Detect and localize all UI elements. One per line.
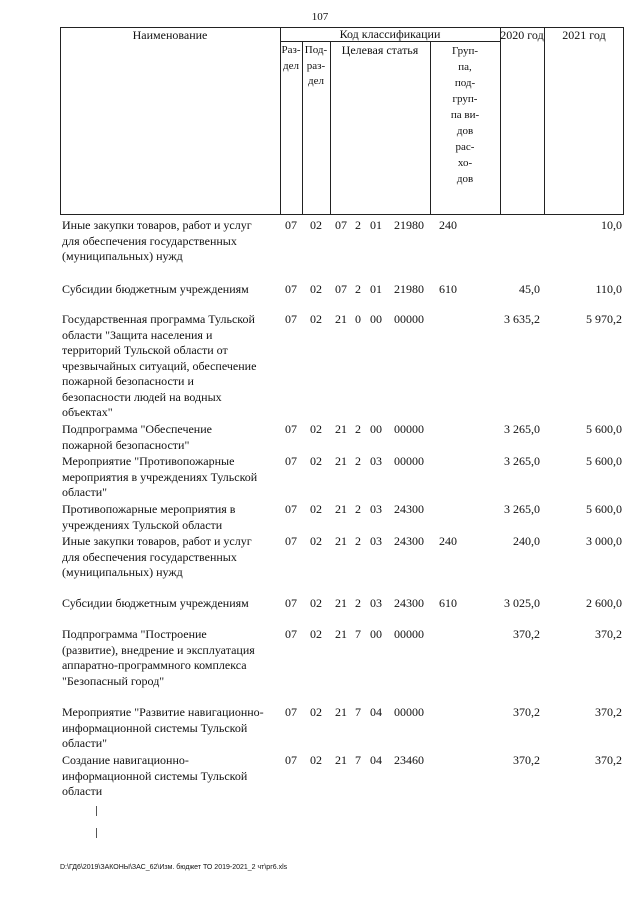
margin-mark — [96, 806, 97, 816]
table-header — [60, 27, 624, 215]
cell-2020: 3 265,0 — [504, 454, 540, 468]
cell-group: 610 — [439, 596, 457, 610]
page-number: 107 — [311, 11, 329, 23]
header-2021: 2021 год — [562, 28, 606, 42]
cell-target-event: 00 — [370, 422, 382, 436]
cell-target-direction: 00000 — [394, 705, 424, 719]
cell-razdel: 07 — [285, 218, 297, 232]
cell-target-direction: 00000 — [394, 312, 424, 326]
cell-target-direction: 24300 — [394, 534, 424, 548]
cell-2020: 45,0 — [519, 282, 540, 296]
cell-podrazdel: 02 — [310, 282, 322, 296]
row-name: Субсидии бюджетным учреждениям — [62, 596, 249, 610]
cell-podrazdel: 02 — [310, 534, 322, 548]
cell-2021: 370,2 — [595, 753, 622, 767]
cell-2020: 3 025,0 — [504, 596, 540, 610]
cell-razdel: 07 — [285, 705, 297, 719]
cell-target-subprogram: 2 — [355, 596, 361, 610]
cell-target-subprogram: 2 — [355, 454, 361, 468]
cell-target-program: 21 — [335, 502, 347, 516]
cell-2021: 3 000,0 — [586, 534, 622, 548]
cell-2020: 240,0 — [513, 534, 540, 548]
cell-target-program: 21 — [335, 422, 347, 436]
cell-target-subprogram: 7 — [355, 627, 361, 641]
cell-group: 240 — [439, 218, 457, 232]
cell-target-event: 04 — [370, 705, 382, 719]
row-name: Создание навигационно- информационной системы Тульской области — [62, 753, 248, 798]
cell-2021: 5 970,2 — [586, 312, 622, 326]
row-name: Мероприятие "Противопожарные мероприятия в учреждениях Тульской области" — [62, 454, 258, 499]
cell-target-event: 01 — [370, 282, 382, 296]
cell-target-event: 01 — [370, 218, 382, 232]
cell-razdel: 07 — [285, 422, 297, 436]
cell-2020: 370,2 — [513, 627, 540, 641]
cell-2020: 3 635,2 — [504, 312, 540, 326]
cell-target-event: 03 — [370, 596, 382, 610]
header-code-group: Код классификации — [339, 27, 441, 41]
cell-target-subprogram: 2 — [355, 282, 361, 296]
cell-target-direction: 00000 — [394, 627, 424, 641]
row-name: Противопожарные мероприятия в учреждениях Тульской области — [62, 502, 236, 532]
row-name: Государственная программа Тульской области "Защита населения и территорий Тульской области от чрезвычайных ситуаций, обеспечение пожарной безопасности и безопасности людей на водных объектах" — [62, 312, 257, 419]
cell-2020: 370,2 — [513, 705, 540, 719]
cell-2021: 5 600,0 — [586, 454, 622, 468]
cell-podrazdel: 02 — [310, 218, 322, 232]
cell-target-program: 07 — [335, 282, 347, 296]
cell-target-subprogram: 2 — [355, 218, 361, 232]
cell-target-program: 07 — [335, 218, 347, 232]
cell-razdel: 07 — [285, 534, 297, 548]
cell-target-direction: 00000 — [394, 454, 424, 468]
cell-target-event: 00 — [370, 312, 382, 326]
cell-2021: 370,2 — [595, 705, 622, 719]
cell-podrazdel: 02 — [310, 705, 322, 719]
margin-mark — [96, 828, 97, 838]
header-name: Наименование — [132, 28, 208, 42]
header-2020: 2020 год — [500, 28, 544, 42]
cell-target-program: 21 — [335, 596, 347, 610]
row-name: Подпрограмма "Обеспечение пожарной безопасности" — [62, 422, 212, 452]
cell-razdel: 07 — [285, 282, 297, 296]
cell-razdel: 07 — [285, 312, 297, 326]
cell-target-event: 03 — [370, 454, 382, 468]
cell-razdel: 07 — [285, 596, 297, 610]
cell-target-event: 03 — [370, 502, 382, 516]
cell-2020: 3 265,0 — [504, 422, 540, 436]
cell-target-subprogram: 2 — [355, 502, 361, 516]
cell-podrazdel: 02 — [310, 422, 322, 436]
cell-target-event: 03 — [370, 534, 382, 548]
cell-2021: 110,0 — [595, 282, 622, 296]
cell-podrazdel: 02 — [310, 502, 322, 516]
cell-podrazdel: 02 — [310, 627, 322, 641]
cell-target-program: 21 — [335, 705, 347, 719]
cell-target-program: 21 — [335, 312, 347, 326]
header-razdel: Раз- дел — [281, 44, 301, 72]
row-name: Иные закупки товаров, работ и услуг для обеспечения государственных (муниципальных) нужд — [62, 218, 252, 263]
row-name: Иные закупки товаров, работ и услуг для обеспечения государственных (муниципальных) нужд — [62, 534, 252, 579]
cell-razdel: 07 — [285, 502, 297, 516]
cell-2020: 370,2 — [513, 753, 540, 767]
cell-2021: 370,2 — [595, 627, 622, 641]
row-name: Мероприятие "Развитие навигационно- информационной системы Тульской области" — [62, 705, 264, 750]
cell-razdel: 07 — [285, 454, 297, 468]
cell-target-program: 21 — [335, 753, 347, 767]
cell-podrazdel: 02 — [310, 454, 322, 468]
cell-target-program: 21 — [335, 454, 347, 468]
cell-2021: 5 600,0 — [586, 502, 622, 516]
cell-target-subprogram: 2 — [355, 422, 361, 436]
cell-2021: 10,0 — [601, 218, 622, 232]
cell-podrazdel: 02 — [310, 596, 322, 610]
cell-target-direction: 23460 — [394, 753, 424, 767]
file-path-footer: D:\ГД6\2019\ЗАКОНЫ\ЗАС_62\Изм. бюджет ТО 2019-2021_2 чт\рг6.xls — [60, 864, 288, 871]
header-target: Целевая статья — [341, 43, 419, 57]
cell-target-direction: 00000 — [394, 422, 424, 436]
cell-razdel: 07 — [285, 627, 297, 641]
cell-target-subprogram: 2 — [355, 534, 361, 548]
cell-target-direction: 21980 — [394, 282, 424, 296]
cell-target-event: 00 — [370, 627, 382, 641]
cell-target-direction: 21980 — [394, 218, 424, 232]
cell-target-subprogram: 7 — [355, 705, 361, 719]
row-name: Субсидии бюджетным учреждениям — [62, 282, 249, 296]
header-podrazdel: Под- раз- дел — [304, 44, 328, 87]
cell-target-subprogram: 0 — [355, 312, 361, 326]
cell-target-subprogram: 7 — [355, 753, 361, 767]
cell-razdel: 07 — [285, 753, 297, 767]
row-name: Подпрограмма "Построение (развитие), внедрение и эксплуатация аппаратно-программного комплекса "Безопасный город" — [62, 627, 255, 688]
cell-target-event: 04 — [370, 753, 382, 767]
cell-2021: 2 600,0 — [586, 596, 622, 610]
cell-2021: 5 600,0 — [586, 422, 622, 436]
cell-2020: 3 265,0 — [504, 502, 540, 516]
cell-group: 610 — [439, 282, 457, 296]
header-group: Груп- па, под- груп- па ви- дов рас- хо- дов — [450, 45, 480, 185]
cell-target-program: 21 — [335, 534, 347, 548]
cell-group: 240 — [439, 534, 457, 548]
cell-target-direction: 24300 — [394, 596, 424, 610]
cell-target-direction: 24300 — [394, 502, 424, 516]
cell-podrazdel: 02 — [310, 753, 322, 767]
cell-target-program: 21 — [335, 627, 347, 641]
cell-podrazdel: 02 — [310, 312, 322, 326]
